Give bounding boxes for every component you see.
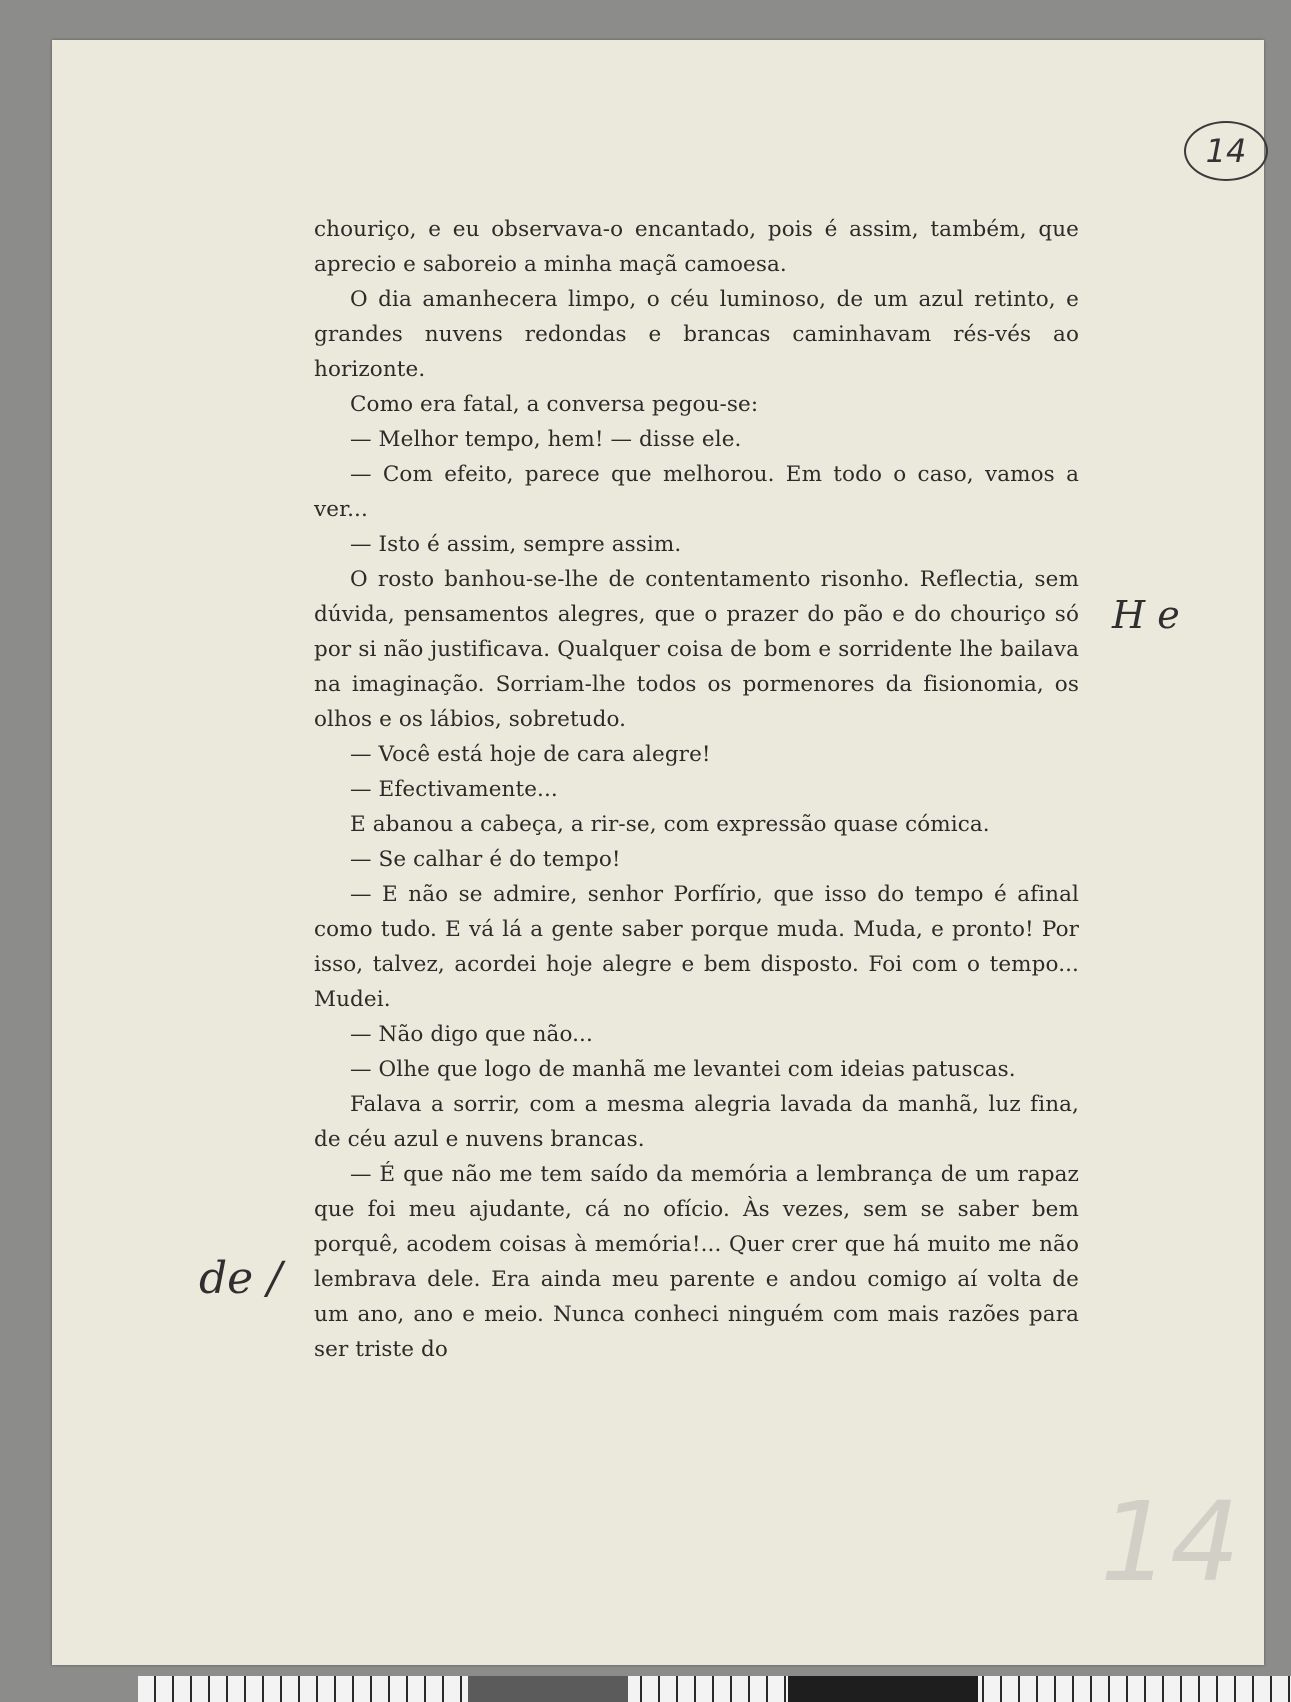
paragraph: — Isto é assim, sempre assim. [350, 532, 682, 557]
ruler-segment [468, 1676, 628, 1702]
paragraph: — Melhor tempo, hem! — disse ele. [350, 427, 742, 452]
margin-note-left: de / [199, 1253, 283, 1304]
paragraph: — Efectivamente... [350, 777, 558, 802]
body-text [314, 212, 1079, 1367]
paragraph: — E não se admire, senhor Porfírio, que isso do tempo é afinal como tudo. E vá lá a gente saber porque muda. Muda, e pronto! Por isso, talvez, acordei hoje alegre e bem disposto. Foi com o tempo... Mudei. [314, 882, 1079, 1012]
paragraph: chouriço, e eu observava-o encantado, pois é assim, também, que aprecio e saboreio a minha maçã camoesa. [314, 217, 1079, 277]
paragraph: Falava a sorrir, com a mesma alegria lavada da manhã, luz fina, de céu azul e nuvens brancas. [314, 1092, 1079, 1152]
page-number-circle: 14 [1184, 121, 1268, 181]
pencil-page-number: 14 [1100, 1478, 1240, 1606]
ruler-segment [788, 1676, 978, 1702]
document-page [52, 40, 1264, 1665]
paragraph: — Você está hoje de cara alegre! [350, 742, 711, 767]
paragraph: — É que não me tem saído da memória a lembrança de um rapaz que foi meu ajudante, cá no ofício. Às vezes, sem se saber bem porquê, acodem coisas à memória!... Quer crer que há muito me não lembrava dele. Era ainda meu parente e andou comigo aí volta de um ano, ano e meio. Nunca conheci ninguém com mais razões para ser triste do [314, 1162, 1079, 1362]
paragraph: — Se calhar é do tempo! [350, 847, 621, 872]
paragraph: — Não digo que não... [350, 1022, 593, 1047]
paragraph: O rosto banhou-se-lhe de contentamento risonho. Reflectia, sem dúvida, pensamentos alegres, que o prazer do pão e do chouriço só por si não justificava. Qualquer coisa de bom e sorridente lhe bailava na imaginação. Sorriam-lhe todos os pormenores da fisionomia, os olhos e os lábios, sobretudo. [314, 567, 1079, 732]
paragraph: — Com efeito, parece que melhorou. Em todo o caso, vamos a ver... [314, 462, 1079, 522]
margin-note-right: H e [1112, 593, 1180, 637]
paragraph: E abanou a cabeça, a rir-se, com expressão quase cómica. [350, 812, 990, 837]
paragraph: O dia amanhecera limpo, o céu luminoso, de um azul retinto, e grandes nuvens redondas e brancas caminhavam rés-vés ao horizonte. [314, 287, 1079, 382]
scale-ruler [138, 1676, 1291, 1702]
paragraph: Como era fatal, a conversa pegou-se: [350, 392, 759, 417]
paragraph: — Olhe que logo de manhã me levantei com ideias patuscas. [350, 1057, 1016, 1082]
